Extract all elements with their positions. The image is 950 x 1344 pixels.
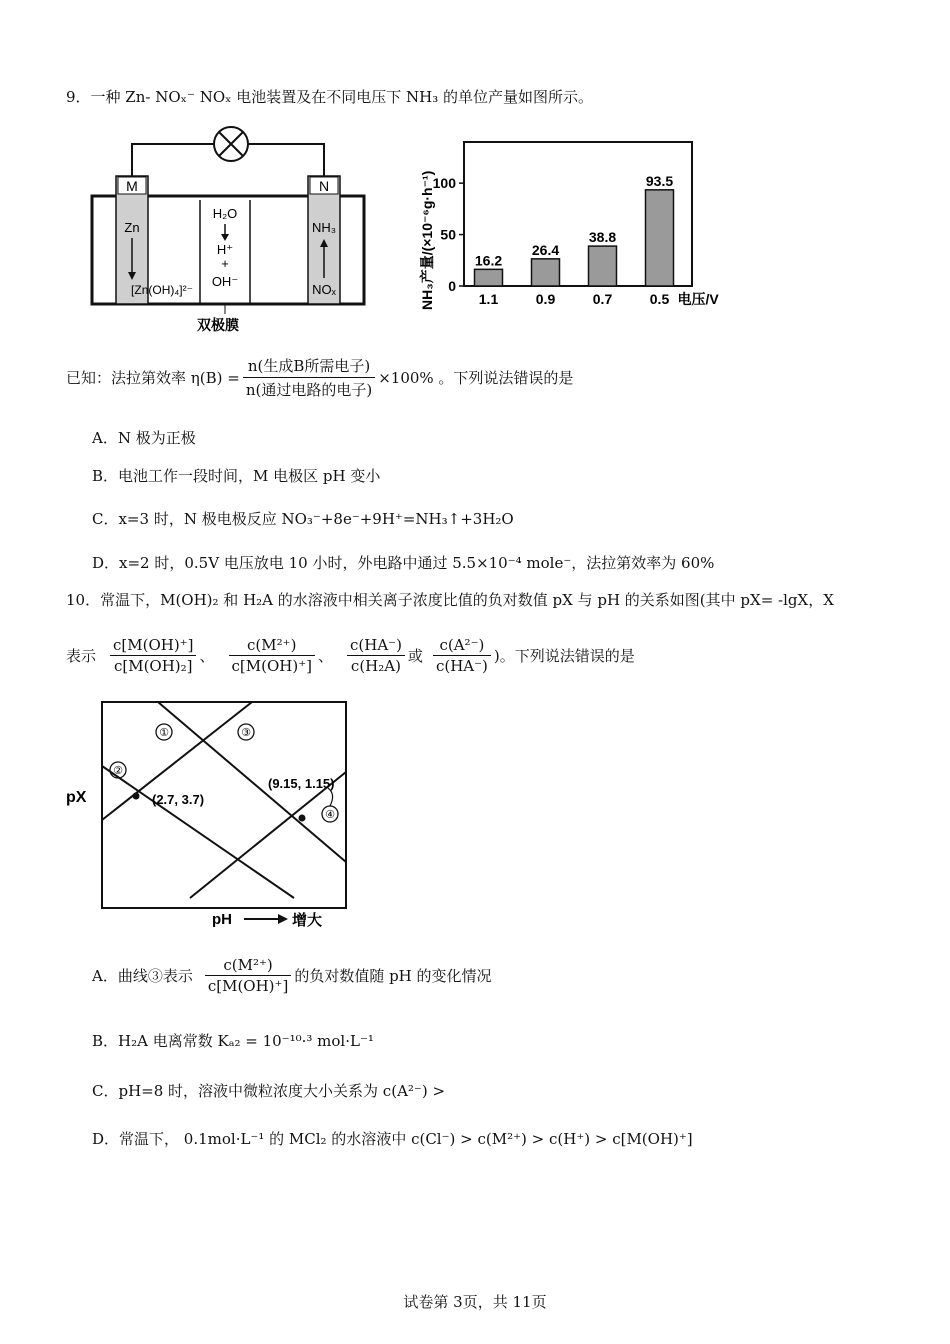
page-footer: 试卷第 3页，共 11页 [403,1293,547,1311]
increase-label: 增大 [292,912,323,929]
membrane-label: 双极膜 [197,317,239,333]
electrode-m-label: M [126,178,138,194]
faraday-fraction [243,355,375,400]
point-left-label: (2.7, 3.7) [152,792,205,807]
q10-option-b[interactable]: B．H₂A 电离常数 Kₐ₂ = 10⁻¹⁰·³ mol·L⁻¹ [92,1032,374,1050]
hydroxide-label: OH⁻ [211,274,239,289]
ammonia-label: NH₃ [311,220,337,235]
px-ph-graph [66,698,366,934]
graph-frame [102,702,346,908]
bar [646,190,674,286]
intersection-point-right [299,815,306,822]
y-tick-label: 50 [440,226,456,243]
x-axis-label: 电压/V [677,291,719,307]
q9-stem: 9．一种 Zn- NOₓ⁻ NOₓ 电池装置及在不同电压下 NH₃ 的单位产量如图所示。 [66,88,594,106]
q9-option-a[interactable]: A．N 极为正极 [92,429,196,447]
bar [532,259,560,286]
bar-value-label: 16.2 [474,252,503,269]
curve-4-label: ④ [325,809,335,821]
faraday-denominator: n(通过电路的电子) [245,380,373,399]
q10-ratios: 表示 $\frac{c[M(OH)^+]}{\text{c[M(OH)₂]}}$ 、 $\frac{\text{c(M²⁺)}}{c[M(OH)^+]}$ 、 $\frac{c(HA^-)}{\text{c(H₂A)}}$ 或 $\frac{\text{c(A²⁻)}}{c(HA^-)}$ )。下列说法错误的是 [66,635,635,675]
lamp-icon [214,127,248,161]
plus-label: + [221,256,229,271]
q10-option-a[interactable]: A．曲线③表示 $\frac{\text{c(M²⁺)}}{c[M(OH)^+]}$ 的负对数值随 pH 的变化情况 [92,955,492,995]
q10-stem: 10．常温下，M(OH)₂ 和 H₂A 的水溶液中相关离子浓度比值的负对数值 pX 与 pH 的关系如图(其中 pX= -lgX，X [66,591,834,609]
bar-value-label: 38.8 [588,229,617,246]
curve-2-label: ② [113,765,123,777]
ph-axis-label: pH [212,911,232,928]
water-label: H₂O [212,206,238,221]
curve-3-label: ③ [241,727,251,739]
nh3-bar-chart [412,118,742,328]
known-prefix: 已知：法拉第效率 η(B) = [66,368,240,387]
q9-known [66,355,573,399]
ratio-1: $\frac{c[M(OH)^+]}{\text{c[M(OH)₂]}}$ [110,636,196,675]
proton-label: H⁺ [216,242,234,257]
faraday-numerator: n(生成B所需电子) [243,355,375,378]
q9-option-b[interactable]: B．电池工作一段时间，M 电极区 pH 变小 [92,467,381,485]
y-tick-label: 0 [448,278,456,294]
curve-2 [102,766,294,898]
q10-option-d[interactable]: D．常温下， 0.1mol·L⁻¹ 的 MCl₂ 的水溶液中 c(Cl⁻) > c(M²⁺) > c(H⁺) > c[M(OH)⁺] [92,1130,693,1148]
y-axis-label: NH₃产量/(×10⁻⁶g·h⁻¹) [419,170,435,310]
q9-option-d[interactable]: D．x=2 时，0.5V 电压放电 10 小时，外电路中通过 5.5×10⁻⁴ mole⁻，法拉第效率为 60% [92,554,715,572]
known-suffix: ×100% 。下列说法错误的是 [378,368,574,387]
ratio-4: $\frac{\text{c(A²⁻)}}{c(HA^-)}$ [433,636,491,675]
x-tick-label: 1.1 [478,291,499,307]
point-right-label: (9.15, 1.15) [268,776,335,791]
electrode-n-label: N [318,178,330,194]
bar-value-label: 93.5 [645,172,674,189]
q9-option-c[interactable]: C．x=3 时，N 极电极反应 NO₃⁻+8e⁻+9H⁺=NH₃↑+3H₂O [92,510,514,528]
wire-right [248,144,324,176]
bar-value-label: 26.4 [531,241,560,258]
zincate-label: [Zn(OH)₄]²⁻ [131,283,193,297]
represent-label: 表示 [66,646,97,665]
y-tick-label: 100 [432,175,456,192]
nox-label: NOₓ [312,282,336,297]
x-tick-label: 0.7 [592,291,613,307]
bar [475,269,503,286]
option-a-fraction: $\frac{\text{c(M²⁺)}}{c[M(OH)^+]}$ [205,956,291,995]
px-axis-label: pX [66,789,87,806]
arrow-down-icon [221,234,229,241]
q10-option-c[interactable]: C．pH=8 时，溶液中微粒浓度大小关系为 c(A²⁻) > [92,1082,446,1100]
zn-label: Zn [124,220,140,235]
ratio-3: $\frac{c(HA^-)}{\text{c(H₂A)}}$ [347,636,405,675]
battery-diagram [88,118,380,336]
x-tick-label: 0.9 [535,291,556,307]
ratio-2: $\frac{\text{c(M²⁺)}}{c[M(OH)^+]}$ [229,636,315,675]
intersection-point-left [133,793,140,800]
wire-left [132,144,214,176]
curve-1-label: ① [159,727,169,739]
x-tick-label: 0.5 [649,291,670,307]
arrow-right-icon [278,914,288,924]
bar [589,246,617,286]
